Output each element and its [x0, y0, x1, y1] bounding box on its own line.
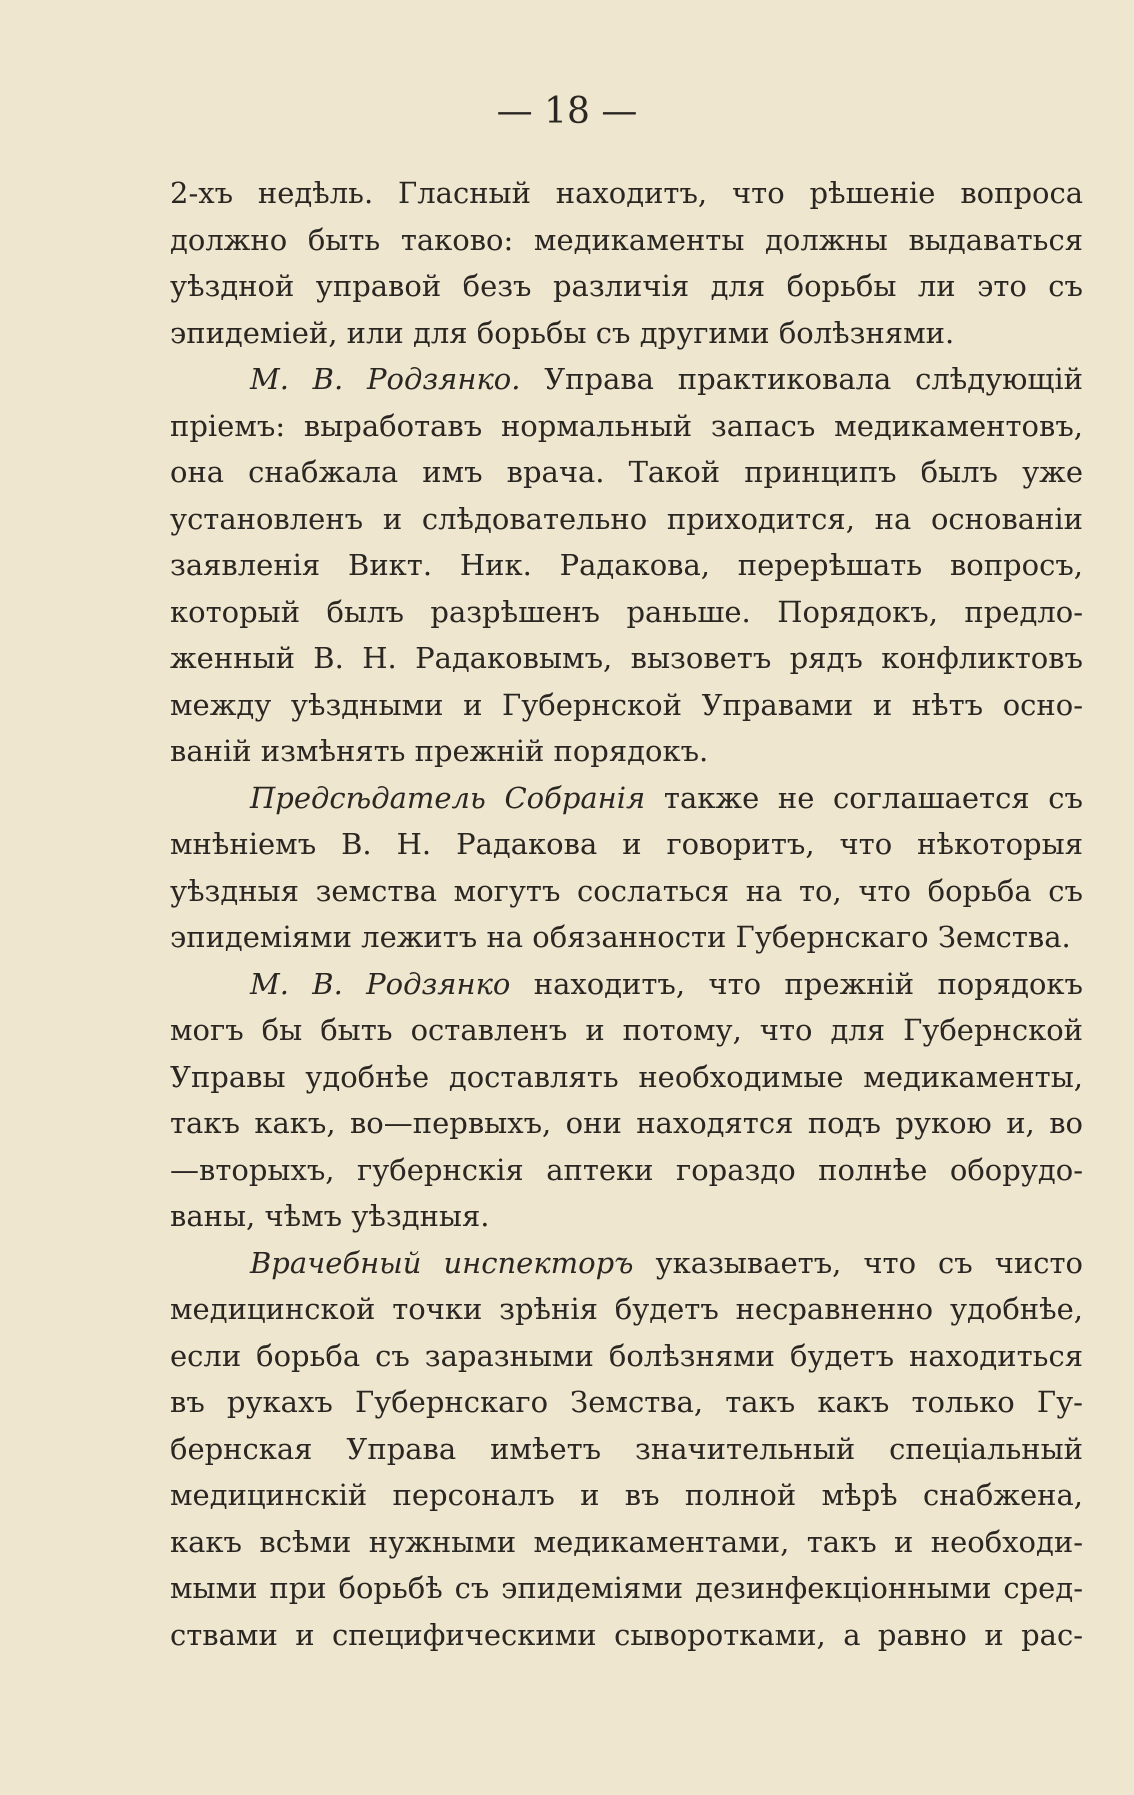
text-line: установленъ и слѣдовательно приходится, на основаніи: [170, 501, 1083, 536]
text-line: такъ какъ, во—первыхъ, они находятся подъ рукою и, во: [170, 1106, 1083, 1140]
paragraph: [170, 775, 1083, 961]
page-number: — 18 —: [496, 91, 638, 132]
text-line: медицинской точки зрѣнія будетъ несравненно удобнѣе,: [170, 1292, 1083, 1326]
text-segment: Управа практиковала слѣдующій: [520, 362, 1083, 396]
text-line: [170, 356, 1083, 403]
speaker-name: М. В. Родзянко.: [250, 362, 521, 396]
text-line: [170, 775, 1083, 822]
text-line: въ рукахъ Губернскаго Земства, такъ какъ только Гу-: [170, 1385, 1083, 1419]
text-line: 2-хъ недѣль. Гласный находитъ, что рѣшеніе вопроса: [170, 176, 1083, 210]
paragraph: [170, 1240, 1083, 1659]
text-line: какъ всѣми нужными медикаментами, такъ и необходи-: [170, 1524, 1083, 1559]
text-line: который былъ разрѣшенъ раньше. Порядокъ, предло-: [170, 594, 1083, 629]
text-line: могъ бы быть оставленъ и потому, что для Губернской: [170, 1013, 1083, 1047]
text-line: уѣздныя земства могутъ сослаться на то, что борьба съ: [170, 873, 1083, 908]
text-line: ваній измѣнять прежній порядокъ.: [170, 734, 709, 768]
paragraph: [170, 961, 1083, 1240]
speaker-name: М. В. Родзянко: [250, 966, 511, 1001]
text-line: женный В. Н. Радаковымъ, вызоветъ рядъ конфликтовъ: [170, 641, 1083, 675]
text-line: заявленія Викт. Ник. Радакова, перерѣшать вопросъ,: [170, 548, 1083, 582]
text-line: бернская Управа имѣетъ значительный спеціальный: [170, 1431, 1083, 1466]
speaker-name: Предсѣдатель Собранія: [250, 780, 646, 815]
text-segment: указываетъ, что съ чисто: [633, 1245, 1083, 1280]
text-line: мнѣніемъ В. Н. Радакова и говоритъ, что нѣкоторыя: [170, 827, 1083, 861]
text-line: должно быть таково: медикаменты должны выдаваться: [170, 222, 1083, 257]
paragraph: [170, 356, 1083, 775]
text-line: уѣздной управой безъ различія для борьбы ли это съ: [170, 269, 1083, 303]
text-line: —вторыхъ, губернскія аптеки гораздо полнѣе оборудо-: [170, 1152, 1083, 1187]
speaker-name: Врачебный инспекторъ: [250, 1245, 634, 1280]
text-line: [170, 1240, 1083, 1287]
text-line: мыми при борьбѣ съ эпидеміями дезинфекціонными сред-: [170, 1571, 1083, 1605]
text-line: ствами и специфическими сыворотками, а равно и рас-: [170, 1617, 1083, 1652]
text-line: она снабжала имъ врача. Такой принципъ былъ уже: [170, 455, 1083, 489]
text-line: эпидеміями лежитъ на обязанности Губернскаго Земства.: [170, 920, 1071, 954]
text-line: эпидеміей, или для борьбы съ другими болѣзнями.: [170, 315, 955, 350]
text-line: если борьба съ заразными болѣзнями будетъ находиться: [170, 1338, 1083, 1373]
text-line: пріемъ: выработавъ нормальный запасъ медикаментовъ,: [170, 408, 1083, 443]
text-segment: находитъ, что прежній порядокъ: [510, 966, 1083, 1001]
text-line: ваны, чѣмъ уѣздныя.: [170, 1199, 490, 1233]
text-line: [170, 961, 1083, 1008]
text-line: Управы удобнѣе доставлять необходимые медикаменты,: [170, 1059, 1083, 1094]
text-line: медицинскій персоналъ и въ полной мѣрѣ снабжена,: [170, 1478, 1083, 1512]
text-line: между уѣздными и Губернской Управами и нѣтъ осно-: [170, 687, 1083, 722]
text-segment: также не соглашается съ: [645, 780, 1083, 815]
body-text: [170, 170, 1083, 1658]
paragraph: [170, 170, 1083, 356]
